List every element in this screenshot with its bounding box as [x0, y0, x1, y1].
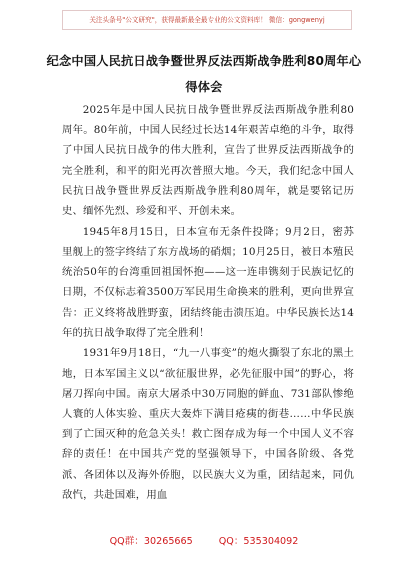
paragraph-2: 1945年8月15日，日本宣布无条件投降；9月2日，密苏里舰上的签字终结了东方战场的硝烟；10月25日，被日本殖民统治50年的台湾重回祖国怀抱——这一连串镌刻于民族记忆的日期，不仅标志着3500万军民用生命换来的胜利，更向世界宣告：正义终将战胜野蛮，团结终能击溃压迫。中华民族长达14年的抗日战争取得了完全胜利！: [62, 225, 354, 339]
paragraph-3: 1931年9月18日，“九一八事变”的炮火撕裂了东北的黑土地，日本军国主义以“欲征服世界，必先征服中国”的野心，将屠刀挥向中国。南京大屠杀中30万同胞的鲜血、731部队惨绝人寰的人体实验、重庆大轰炸下满目疮痍的街巷……中华民族到了亡国灭种的危急关头！救亡图存成为每一个中国人义不容辞的责任！在中国共产党的坚强领导下，中国各阶级、各党派、各团体以及海外侨胞，以民族大义为重，团结起来，同仇敌忾，共赴国难，用血: [62, 347, 354, 501]
footer-qq-group: QQ群：30265665: [109, 536, 193, 547]
header-banner: 关注头条号"公文研究"，获得最新最全最专业的公文资料库！ 微信：gongwenyj: [62, 10, 352, 30]
footer-qq-number: QQ：535304092: [218, 536, 299, 547]
document-title-line-2: 得体会: [185, 80, 223, 94]
footer-contact: [0, 533, 408, 547]
document-title-line-1: 纪念中国人民抗日战争暨世界反法西斯战争胜利80周年心: [46, 54, 362, 68]
document-body: [62, 100, 354, 506]
paragraph-1: 2025年是中国人民抗日战争暨世界反法西斯战争胜利80周年。80年前，中国人民经过长达14年艰苦卓绝的斗争，取得了中国人民抗日战争的伟大胜利，宣告了世界反法西斯战争的完全胜利，和平的阳光再次普照大地。今天，我们纪念中国人民抗日战争暨世界反法西斯战争胜利80周年，就是要铭记历史、缅怀先烈、珍爱和平、开创未来。: [62, 104, 354, 218]
